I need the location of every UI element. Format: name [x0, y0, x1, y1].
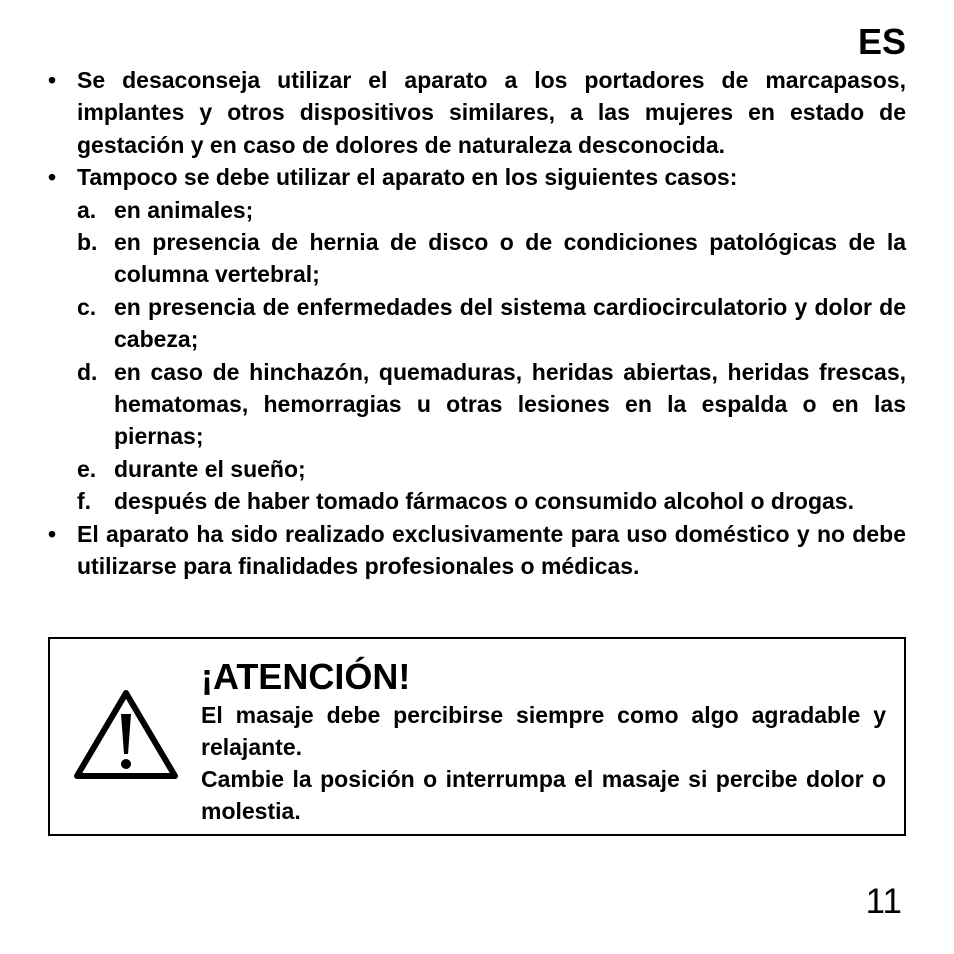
sub-list-mark: a. — [77, 196, 97, 223]
sub-list-mark: f. — [77, 488, 92, 515]
sub-list-text: durante el sueño; — [114, 455, 306, 482]
warning-box — [48, 637, 906, 836]
sub-list-text: en presencia de enfermedades del sistema cardiocirculatorio y dolor de cabeza; — [114, 293, 906, 353]
sub-list-text: en caso de hinchazón, quemaduras, heridas abiertas, heridas frescas, hematomas, hemorragias u otras lesiones en la espalda o en las piernas; — [114, 358, 906, 450]
sub-list-item — [77, 485, 906, 517]
warning-paragraph: Cambie la posición o interrumpa el masaje si percibe dolor o molestia. — [201, 766, 886, 824]
sub-list-item — [77, 194, 906, 226]
sub-list-text: en presencia de hernia de disco o de condiciones patológicas de la columna vertebral; — [114, 229, 906, 288]
language-code: ES — [857, 21, 906, 62]
sub-list-mark: b. — [77, 229, 98, 256]
sub-list-item — [77, 291, 906, 356]
list-item — [48, 518, 906, 583]
sub-list-item — [77, 226, 906, 291]
sub-list-mark: c. — [77, 293, 97, 320]
sub-list-mark: e. — [77, 455, 97, 482]
warning-title: ¡ATENCIÓN! — [201, 656, 411, 697]
list-item — [48, 161, 906, 193]
bullet-text: Tampoco se debe utilizar el aparato en los siguientes casos: — [77, 164, 738, 191]
page-number: 11 — [865, 882, 902, 921]
bullet-text: Se desaconseja utilizar el aparato a los portadores de marcapasos, implantes y otros dispositivos similares, a las mujeres en estado de gestación y en caso de dolores de naturaleza desconocida. — [77, 67, 906, 158]
sub-list-text: después de haber tomado fármacos o consumido alcohol o drogas. — [114, 488, 854, 515]
sub-list-item — [77, 356, 906, 453]
sub-list-text: en animales; — [114, 196, 254, 223]
bullet-mark: • — [48, 164, 57, 191]
bullet-text: El aparato ha sido realizado exclusivamente para uso doméstico y no debe utilizarse para finalidades profesionales o médicas. — [77, 520, 906, 580]
bullet-mark: • — [48, 67, 57, 93]
bullet-mark: • — [48, 520, 57, 547]
warning-body — [201, 655, 886, 827]
instructions-list — [48, 64, 906, 583]
sub-list — [77, 194, 906, 518]
warning-paragraph: El masaje debe percibirse siempre como algo agradable y relajante. — [201, 702, 886, 760]
warning-triangle-icon — [72, 687, 180, 783]
sub-list-item — [77, 453, 906, 485]
list-item — [48, 64, 906, 161]
sub-list-mark: d. — [77, 358, 98, 385]
